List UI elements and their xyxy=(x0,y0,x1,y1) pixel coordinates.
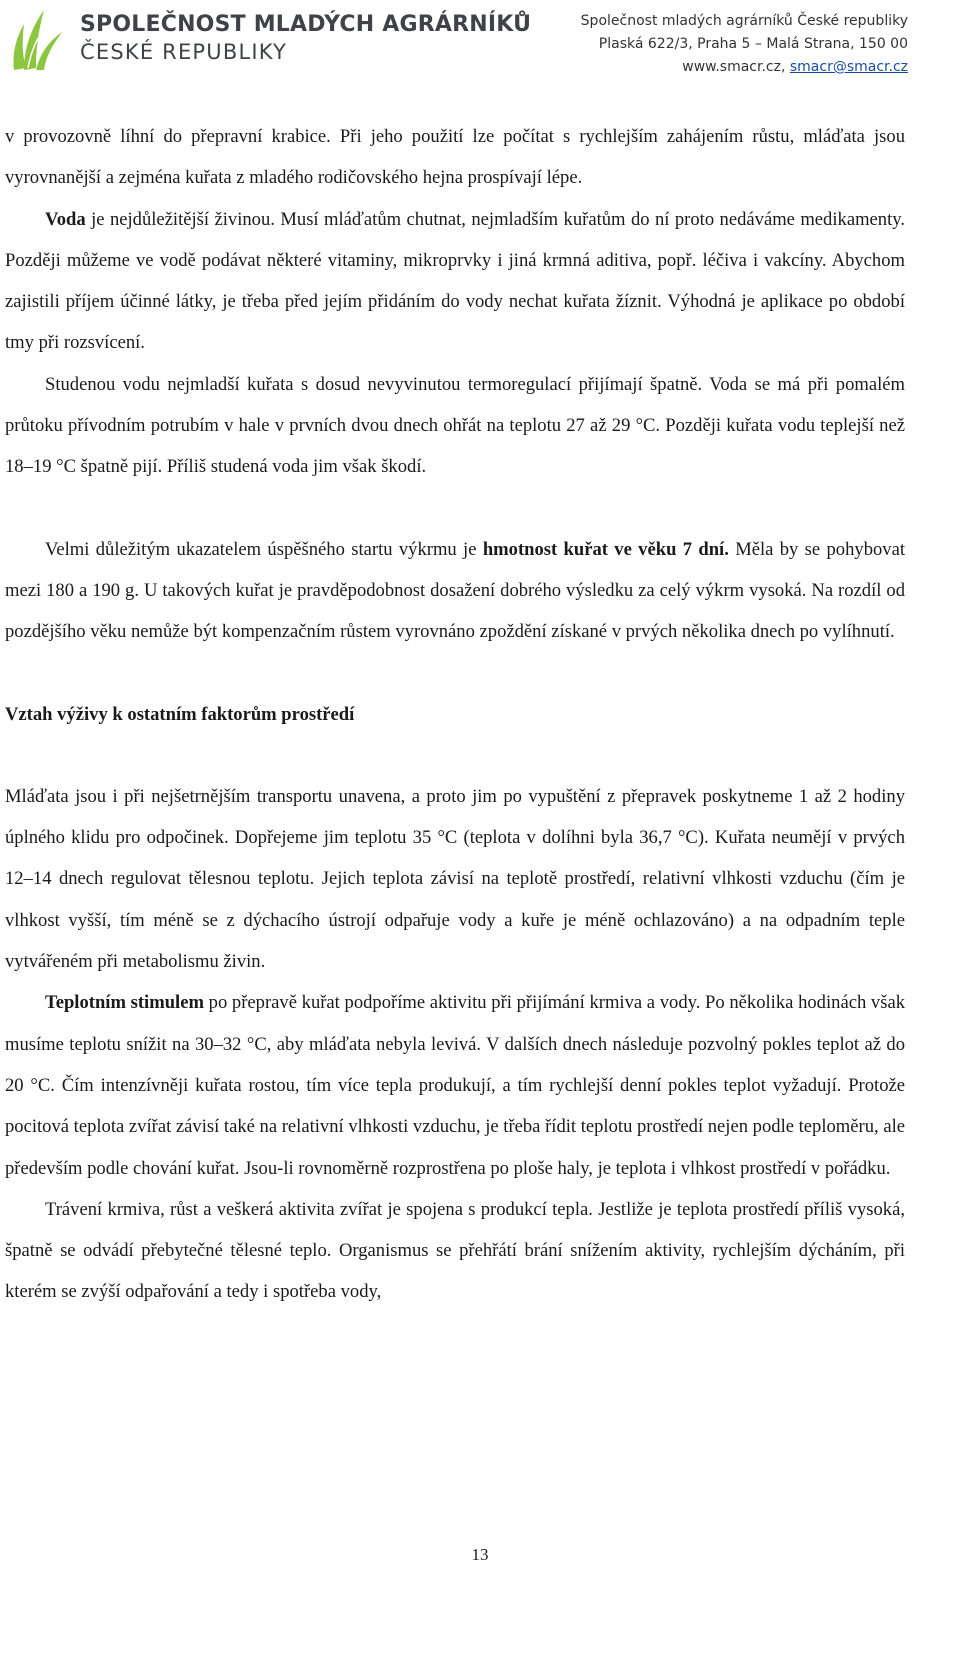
page-number: 13 xyxy=(471,1545,489,1564)
contact-name: Společnost mladých agrárníků České republiky xyxy=(580,13,908,29)
paragraph-text: je nejdůležitější živinou. Musí mláďatům chutnat, nejmladším kuřatům do ní proto nedáváme medikamenty. Později můžeme ve vodě podávat některé vitaminy, mikroprvky i jiná krmná aditiva, popř. léčiva i vakcíny. Abychom zajistili příjem účinné látky, je třeba před jejím přidáním do vody nechat kuřata žíznit. Výhodná je aplikace po období tmy při rozsvícení. xyxy=(5,208,905,354)
email-link[interactable]: smacr@smacr.cz xyxy=(789,59,908,75)
contact-address: Plaská 622/3, Praha 5 – Malá Strana, 150 00 xyxy=(598,36,908,52)
leaf-icon xyxy=(8,4,64,72)
letterhead xyxy=(0,0,960,80)
bold-term: Teplotním stimulem xyxy=(45,992,204,1014)
document-body xyxy=(5,116,905,1313)
paragraph-text: Měla by se pohybovat mezi 180 a 190 g. U takových kuřat je pravděpodobnost dosažení dobrého výsledku za celý výkrm vysoká. Na rozdíl od pozdějšího věku nemůže být kompenzačním růstem vyrovnáno zpoždění získané v prvých několika dnech po vylíhnutí. xyxy=(5,538,905,643)
org-subtitle: ČESKÉ REPUBLIKY xyxy=(80,40,288,64)
paragraph: v provozovně líhní do přepravní krabice. Při jeho použití lze počítat s rychlejším zahájením růstu, mláďata jsou vyrovnanější a zejména kuřata z mladého rodičovského hejna prospívají lépe. xyxy=(5,126,905,189)
paragraph: Studenou vodu nejmladší kuřata s dosud nevyvinutou termoregulací přijímají špatně. Voda se má při pomalém průtoku přívodním potrubím v hale v prvních dvou dnech ohřát na teplotu 27 až 29 °C. Později kuřata vodu teplejší než 18–19 °C špatně pijí. Příliš studená voda jim však škodí. xyxy=(5,373,905,478)
bold-term: hmotnost kuřat ve věku 7 dní. xyxy=(482,538,729,560)
paragraph-stimulus xyxy=(5,982,905,1188)
bold-term: Voda xyxy=(45,208,86,230)
contact-block xyxy=(581,10,908,79)
paragraph-weight xyxy=(5,529,905,653)
paragraph-water xyxy=(5,199,905,364)
paragraph: Trávení krmiva, růst a veškerá aktivita zvířat je spojena s produkcí tepla. Jestliže je teplota prostředí příliš vysoká, špatně se odvádí přebytečné tělesné teplo. Organismus se přehřátí brání snížením aktivity, rychlejším dýcháním, při kterém se zvýší odpařování a tedy i spotřeba vody, xyxy=(5,1198,905,1303)
paragraph-text: po přepravě kuřat podpoříme aktivitu při přijímání krmiva a vody. Po několika hodinách však musíme teplotu snížit na 30–32 °C, aby mláďata nebyla levivá. V dalších dnech následuje pozvolný pokles teplot až do 20 °C. Čím intenzívněji kuřata rostou, tím více tepla produkují, a tím rychlejší denní pokles teplot vyžadují. Protože pocitová teplota zvířat závisí také na relativní vlhkosti vzduchu, je třeba řídit teplotu prostředí nejen podle teploměru, ale především podle chování kuřat. Jsou-li rovnoměrně rozprostřena po ploše haly, je teplota i vlhkost prostředí v pořádku. xyxy=(5,992,906,1179)
contact-links xyxy=(581,56,908,79)
org-name: SPOLEČNOST MLADÝCH AGRÁRNÍKŮ xyxy=(80,12,532,37)
section-heading: Vztah výživy k ostatním faktorům prostředí xyxy=(5,703,355,725)
website-text: www.smacr.cz, xyxy=(682,59,786,75)
paragraph-text: Velmi důležitým ukazatelem úspěšného startu výkrmu je xyxy=(45,538,483,560)
paragraph: Mláďata jsou i při nejšetrnějším transportu unavena, a proto jim po vypuštění z přepravek poskytneme 1 až 2 hodiny úplného klidu pro odpočinek. Dopřejeme jim teplotu 35 °C (teplota v dolíhni byla 36,7 °C). Kuřata neumějí v prvých 12–14 dnech regulovat tělesnou teplotu. Jejich teplota závisí na teplotě prostředí, relativní vlhkosti vzduchu (čím je vlhkost vyšší, tím méně se z dýchacího ústrojí odpařuje vody a kuře je méně ochlazováno) a na odpadním teple vytvářeném při metabolismu živin. xyxy=(5,785,905,973)
